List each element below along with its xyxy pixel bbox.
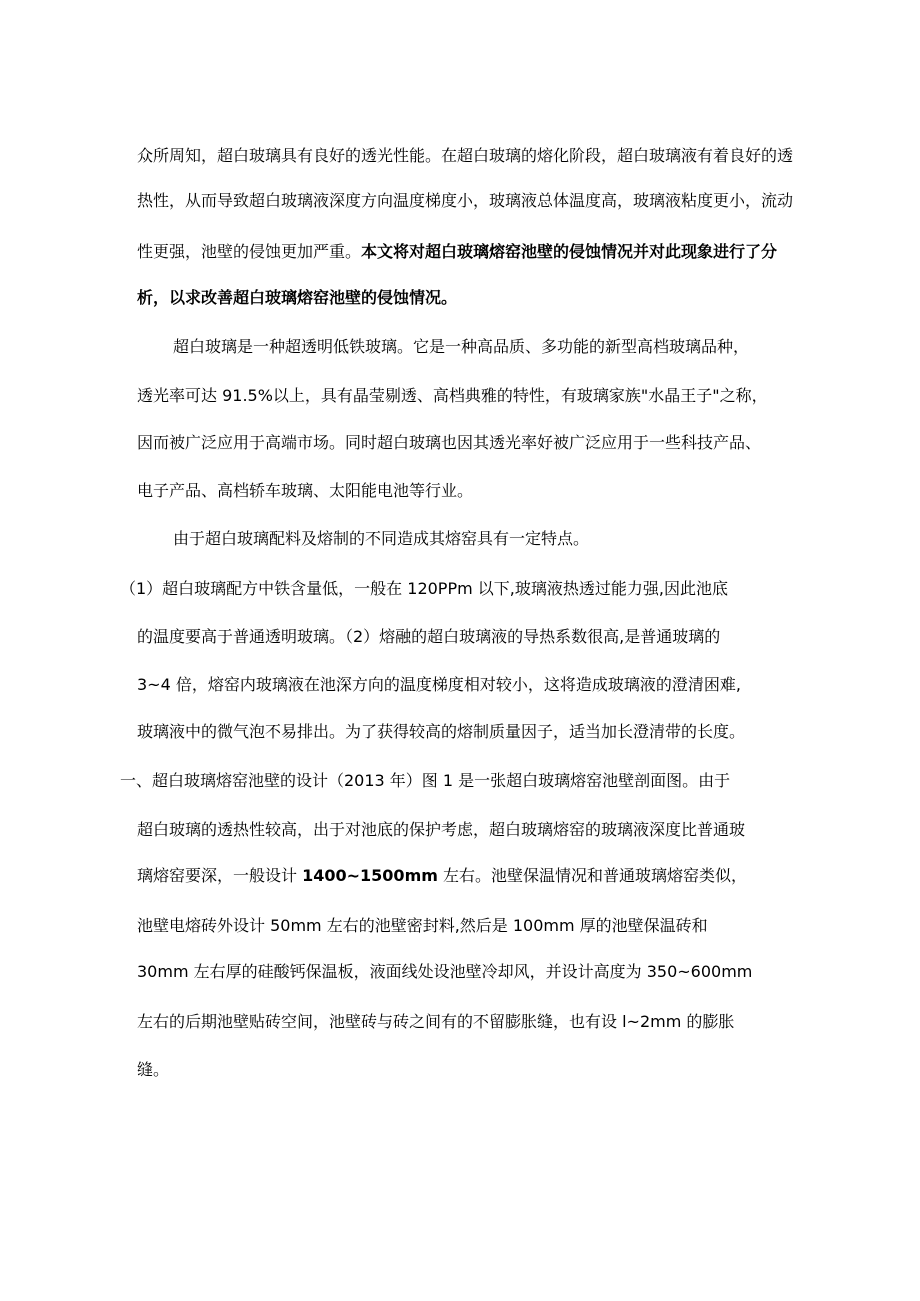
text-run: 超白玻璃的透热性较高，出于对池底的保护考虑，超白玻璃熔窑的玻璃液深度比普通玻 [137,820,746,839]
text-line [137,145,793,167]
text-line [120,578,728,600]
text-run: 电子产品、高档轿车玻璃、太阳能电池等行业。 [137,481,474,500]
text-line [137,1059,169,1081]
text-line [137,1011,734,1033]
text-line [137,432,761,454]
text-line [137,241,777,263]
text-line [137,865,747,887]
text-run: 一、超白玻璃熔窑池壁的设计（2013 年）图 1 是一张超白玻璃熔窑池壁剖面图。由于 [120,771,731,790]
text-line [120,770,730,792]
text-run: 由于超白玻璃配料及熔制的不同造成其熔窑具有一定特点。 [173,529,590,548]
text-line [137,480,473,502]
text-line [137,674,741,696]
bold-text-run: 1400~1500mm [302,866,438,885]
text-line-indented [173,528,589,550]
text-line [137,961,752,983]
text-line-indented [173,336,749,358]
text-line [137,385,768,407]
text-run: 3~4 倍，熔窑内玻璃液在池深方向的温度梯度相对较小，这将造成玻璃液的澄清困难, [137,675,741,694]
text-run: 超白玻璃是一种超透明低铁玻璃。它是一种高品质、多功能的新型高档玻璃品种， [173,337,750,356]
text-line [137,915,708,937]
text-line [137,626,720,648]
text-run: 缝。 [137,1060,170,1079]
bold-text-run: 本文将对超白玻璃熔窑池壁的侵蚀情况并对此现象进行了分 [361,242,778,261]
text-run: 左右的后期池壁贴砖空间，池壁砖与砖之间有的不留膨胀缝，也有设 l~2mm 的膨胀 [137,1012,735,1031]
text-run: 池壁电熔砖外设计 50mm 左右的池壁密封料,然后是 100mm 厚的池壁保温砖和 [137,916,708,935]
bold-text-run: 析，以求改善超白玻璃熔窑池壁的侵蚀情况。 [137,288,458,307]
text-line [137,287,457,309]
text-run: 璃熔窑要深，一般设计 [137,866,303,885]
text-run: 透光率可达 91.5%以上，具有晶莹剔透、高档典雅的特性，有玻璃家族"水晶王子"之称， [137,386,768,405]
text-run: 玻璃液中的微气泡不易排出。为了获得较高的熔制质量因子，适当加长澄清带的长度。 [137,722,746,741]
text-line [137,190,793,212]
text-run: （1）超白玻璃配方中铁含量低，一般在 120PPm 以下,玻璃液热透过能力强,因此池底 [120,579,728,598]
text-run: 热性，从而导致超白玻璃液深度方向温度梯度小，玻璃液总体温度高，玻璃液粘度更小，流动 [137,191,794,210]
text-run: 因而被广泛应用于高端市场。同时超白玻璃也因其透光率好被广泛应用于一些科技产品、 [137,433,762,452]
text-run: 众所周知，超白玻璃具有良好的透光性能。在超白玻璃的熔化阶段，超白玻璃液有着良好的透 [137,146,794,165]
text-run: 30mm 左右厚的硅酸钙保温板，液面线处设池壁冷却风，并设计高度为 350~600mm [137,962,753,981]
text-run: 左右。池壁保温情况和普通玻璃熔窑类似， [437,866,747,885]
text-line [137,819,745,841]
text-run: 性更强，池壁的侵蚀更加严重。 [137,242,362,261]
text-run: 的温度要高于普通透明玻璃。（2）熔融的超白玻璃液的导热系数很高,是普通玻璃的 [137,627,721,646]
text-line [137,721,745,743]
